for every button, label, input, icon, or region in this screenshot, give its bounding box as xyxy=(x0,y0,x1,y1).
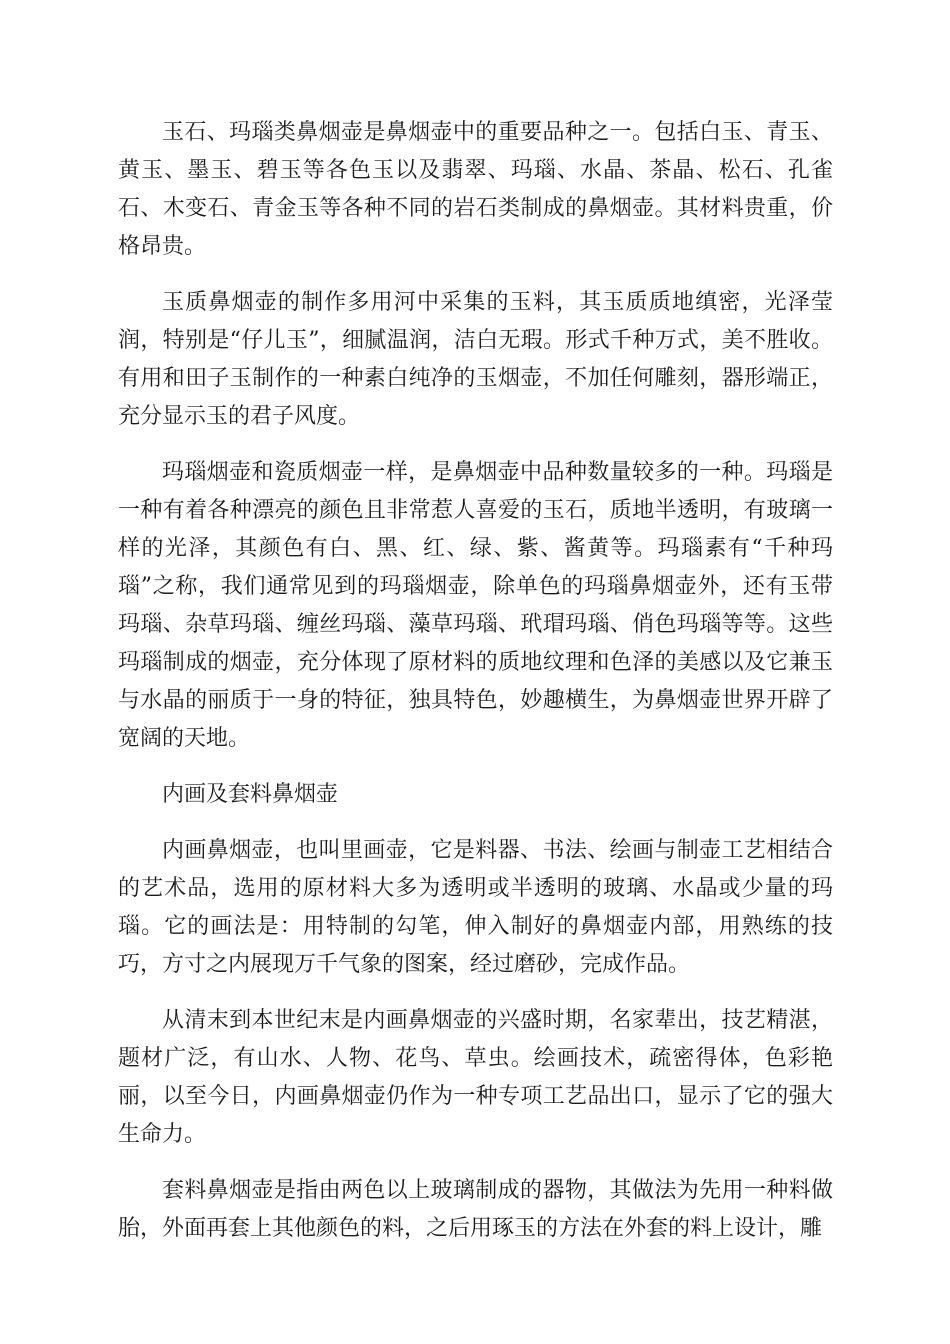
paragraph-overlay-glass: 套料鼻烟壶是指由两色以上玻璃制成的器物，其做法为先用一种料做胎，外面再套上其他颜色的料，之后用琢玉的方法在外套的料上设计，雕 xyxy=(118,1178,833,1241)
section-heading: 内画及套料鼻烟壶 xyxy=(162,782,339,807)
paragraph-jade-agate-intro: 玉石、玛瑙类鼻烟壶是鼻烟壶中的重要品种之一。包括白玉、青玉、黄玉、墨玉、碧玉等各色玉以及翡翠、玛瑙、水晶、茶晶、松石、孔雀石、木变石、青金玉等各种不同的岩石类制成的鼻烟壶。其材料贵重，价格昂贵。 xyxy=(118,120,833,259)
paragraph-jade-snuff-bottles: 玉质鼻烟壶的制作多用河中采集的玉料，其玉质质地缜密，光泽莹润，特别是“仔儿玉”，细腻温润，洁白无瑕。形式千种万式，美不胜收。有用和田子玉制作的一种素白纯净的玉烟壶，不加任何雕刻，器形端正，充分显示玉的君子风度。 xyxy=(118,290,833,429)
paragraph-inside-painted-intro: 内画鼻烟壶，也叫里画壶，它是料器、书法、绘画与制壶工艺相结合的艺术品，选用的原材料大多为透明或半透明的玻璃、水晶或少量的玛瑙。它的画法是：用特制的勾笔，伸入制好的鼻烟壶内部，用熟练的技巧，方寸之内展现万千气象的图案，经过磨砂，完成作品。 xyxy=(118,838,833,977)
document-body xyxy=(118,114,833,1266)
paragraph-inside-painted-history: 从清末到本世纪末是内画鼻烟壶的兴盛时期，名家辈出，技艺精湛，题材广泛，有山水、人物、花鸟、草虫。绘画技术，疏密得体，色彩艳丽，以至今日，内画鼻烟壶仍作为一种专项工艺品出口，显示了它的强大生命力。 xyxy=(118,1008,833,1147)
paragraph-agate-snuff-bottles: 玛瑙烟壶和瓷质烟壶一样，是鼻烟壶中品种数量较多的一种。玛瑙是一种有着各种漂亮的颜色且非常惹人喜爱的玉石，质地半透明，有玻璃一样的光泽，其颜色有白、黑、红、绿、紫、酱黄等。玛瑙素有“千种玛瑙”之称，我们通常见到的玛瑙烟壶，除单色的玛瑙鼻烟壶外，还有玉带玛瑙、杂草玛瑙、缠丝玛瑙、藻草玛瑙、玳瑁玛瑙、俏色玛瑙等等。这些玛瑙制成的烟壶，充分体现了原材料的质地纹理和色泽的美感以及它兼玉与水晶的丽质于一身的特征，独具特色，妙趣横生，为鼻烟壶世界开辟了宽阔的天地。 xyxy=(118,460,833,751)
